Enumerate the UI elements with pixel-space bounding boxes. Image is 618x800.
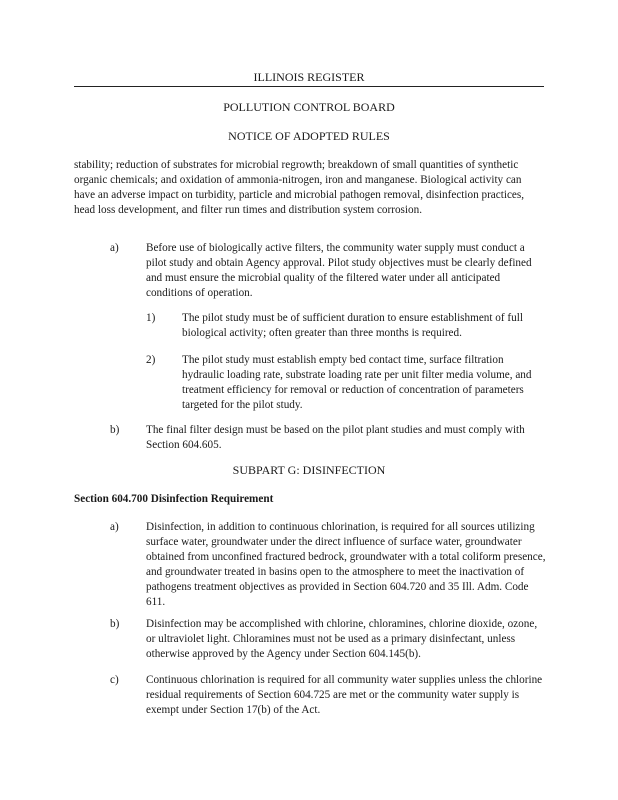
item-b-text: The final filter design must be based on the pilot plant studies and must comply with Section 604.605. — [146, 424, 525, 451]
section-item-b-label: b) — [110, 618, 120, 630]
header-rule — [74, 86, 544, 87]
intro-paragraph: stability; reduction of substrates for microbial regrowth; breakdown of small quantities of synthetic organic chemicals; and oxidation of ammonia-nitrogen, iron and manganese. Biological activity can have an adverse impact on turbidity, particle and microbial pathogen removal, disinfection practices, head loss development, and filter run times and distribution system corrosion. — [74, 159, 525, 216]
section-item-b-text: Disinfection may be accomplished with chlorine, chloramines, chlorine dioxide, ozone, or ultraviolet light. Chloramines must not be used as a primary disinfectant, unless otherwise approved by the Agency under Section 604.145(b). — [146, 618, 538, 660]
item-a-text: Before use of biologically active filters, the community water supply must conduct a pilot study and obtain Agency approval. Pilot study objectives must be clearly defined and must ensure the microbial quality of the filtered water under all anticipated conditions of operation. — [146, 242, 532, 299]
board-title: POLLUTION CONTROL BOARD — [223, 100, 395, 114]
notice-title: NOTICE OF ADOPTED RULES — [228, 129, 390, 143]
item-2-label: 2) — [146, 354, 156, 366]
item-1-text: The pilot study must be of sufficient duration to ensure establishment of full biological activity; often greater than three months is required. — [182, 312, 523, 339]
subpart-heading: SUBPART G: DISINFECTION — [232, 463, 386, 477]
section-item-c-label: c) — [110, 674, 119, 686]
register-title: ILLINOIS REGISTER — [253, 70, 365, 84]
item-b-label: b) — [110, 424, 120, 436]
section-title: Section 604.700 Disinfection Requirement — [74, 493, 274, 505]
item-1-label: 1) — [146, 312, 156, 324]
section-item-a-label: a) — [110, 521, 119, 533]
item-2-text: The pilot study must establish empty bed contact time, surface filtration hydraulic loading rate, substrate loading rate per unit filter media volume, and treatment efficiency for removal or reduction of concentration of parameters targeted for the pilot study. — [182, 354, 532, 411]
section-item-a-text: Disinfection, in addition to continuous chlorination, is required for all sources utilizing surface water, groundwater under the direct influence of surface water, groundwater obtained from unconfined fractured bedrock, groundwater with a total coliform presence, and groundwater treated in basins open to the atmosphere to meet the inactivation of pathogens treatment objectives as provided in Section 604.720 and 35 Ill. Adm. Code 611. — [146, 521, 546, 608]
item-a-label: a) — [110, 242, 119, 254]
section-item-c-text: Continuous chlorination is required for all community water supplies unless the chlorine residual requirements of Section 604.725 are met or the community water supply is exempt under Section 17(b) of the Act. — [146, 674, 543, 716]
